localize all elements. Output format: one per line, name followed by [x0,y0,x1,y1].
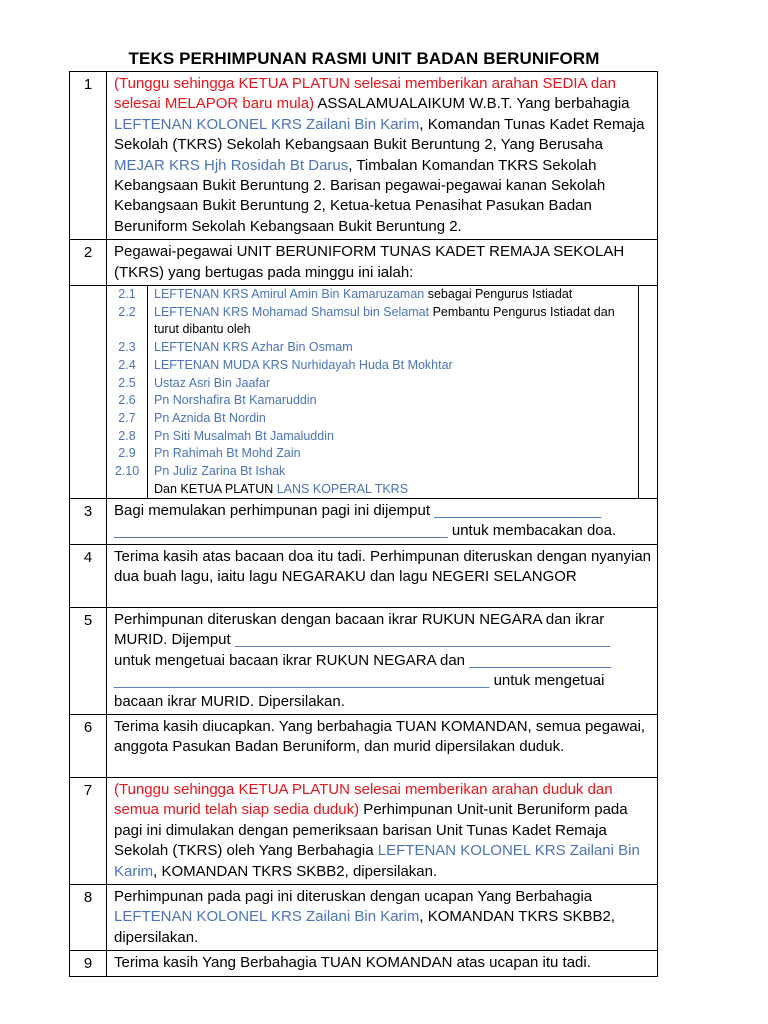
officer-entry [154,481,638,499]
officer-name: LEFTENAN KRS Azhar Bin Osmam [154,340,353,355]
officer-number: 2.3 [118,340,136,355]
row-number: 5 [70,607,107,714]
page-title: TEKS PERHIMPUNAN RASMI UNIT BADAN BERUNIFORM [128,49,600,68]
row-number: 4 [70,544,107,607]
instruction-note: (Tunggu sehingga KETUA PLATUN selesai memberikan arahan duduk dan semua murid telah siap sedia duduk) [114,780,613,819]
table-row [70,884,658,950]
row-number: 1 [70,72,107,240]
row-text [107,72,658,240]
officer-name: LANS KOPERAL TKRS [276,481,409,496]
table-row [70,499,658,545]
table-row [70,240,658,286]
officer-numbers [107,286,148,498]
officer-entry [154,304,638,339]
officer-name: MEJAR KRS Hjh Rosidah Bt Darus [114,156,349,174]
row-number: 8 [70,884,107,950]
officer-name: Ustaz Asri Bin Jaafar [154,375,271,390]
text-segment: untuk mengetuai bacaan ikrar MURID. Dipersilakan. [114,672,605,710]
officer-name: LEFTENAN KOLONEL KRS Zailani Bin Karim [114,908,420,926]
table-row [70,777,658,884]
table-row [70,544,658,607]
fill-in-blank: __________________________________________________ [114,673,490,689]
table-row [70,72,658,240]
text-segment: ASSALAMUALAIKUM W.B.T. Yang berbahagia [314,95,630,113]
text-segment: , Komandan Tunas Kadet Remaja Sekolah (TKRS) Sekolah Kebangsaan Bukit Beruntung 2, Yang Berusaha [114,115,645,154]
table-row [70,607,658,714]
empty-cell [70,286,107,499]
officer-number: 2.2 [118,304,136,319]
officer-entry [154,286,638,304]
row-number: 3 [70,499,107,545]
officer-number: 2.7 [118,410,136,425]
officer-name: LEFTENAN KRS Amirul Amin Bin Kamaruzaman [154,287,425,302]
row-text: Pegawai-pegawai UNIT BERUNIFORM TUNAS KADET REMAJA SEKOLAH (TKRS) yang bertugas pada minggu ini ialah: [107,240,658,286]
row-text: Terima kasih atas bacaan doa itu tadi. Perhimpunan diteruskan dengan nyanyian dua buah lagu, iaitu lagu NEGARAKU dan lagu NEGERI SELANGOR [107,544,658,607]
text-segment: Perhimpunan diteruskan dengan bacaan ikrar RUKUN NEGARA dan ikrar MURID. Dijemput [114,610,605,649]
row-text: Terima kasih diucapkan. Yang berbahagia TUAN KOMANDAN, semua pegawai, anggota Pasukan Badan Beruniform, dan murid dipersilakan duduk. [107,714,658,777]
text-segment: Perhimpunan pada pagi ini diteruskan dengan ucapan Yang Berbahagia [114,887,593,905]
row-number: 9 [70,951,107,976]
officer-number: 2.1 [118,287,136,302]
row-text [107,607,658,714]
row-text [107,777,658,884]
fill-in-blank: ________________________________________ [114,522,448,540]
officer-role: Dan KETUA PLATUN [154,481,277,496]
officer-name: LEFTENAN KOLONEL KRS Zailani Bin Karim [114,842,640,880]
officer-role: Pembantu Pengurus Istiadat dan turut dibantu oleh [154,304,615,337]
row-text [107,499,658,545]
fill-in-blank: _________________ [469,651,612,669]
officer-number: 2.4 [118,357,136,372]
officer-name: Pn Juliz Zarina Bt Ishak [154,463,286,478]
officer-role: sebagai Pengurus Istiadat [424,287,573,302]
row-text [107,884,658,950]
officer-number: 2.10 [114,463,140,478]
officer-name: Pn Aznida Bt Nordin [154,410,266,425]
instruction-note: (Tunggu sehingga KETUA PLATUN selesai memberikan arahan SEDIA dan selesai MELAPOR baru mula) [114,75,616,113]
fill-in-blank: ____________________ [434,502,602,520]
officer-name: Pn Norshafira Bt Kamaruddin [154,393,317,408]
text-segment: , KOMANDAN TKRS SKBB2, dipersilakan. [114,908,615,946]
row-number: 7 [70,777,107,884]
officer-name: Pn Siti Musalmah Bt Jamaluddin [154,428,334,443]
officer-number: 2.9 [118,446,136,461]
officer-name: LEFTENAN MUDA KRS Nurhidayah Huda Bt Mokhtar [154,357,453,372]
officer-name: Pn Rahimah Bt Mohd Zain [154,446,301,461]
officer-number: 2.8 [118,428,136,443]
row-text: Terima kasih Yang Berbahagia TUAN KOMANDAN atas ucapan itu tadi. [107,951,658,976]
table-row [70,714,658,777]
text-segment: untuk membacakan doa. [447,522,617,540]
text-segment: , KOMANDAN TKRS SKBB2, dipersilakan. [153,862,438,880]
text-segment: untuk mengetuai bacaan ikrar RUKUN NEGARA dan [114,651,470,669]
officer-name: LEFTENAN KOLONEL KRS Zailani Bin Karim [114,115,420,133]
table-row [70,951,658,976]
text-segment: Bagi memulakan perhimpunan pagi ini dijemput [114,502,435,520]
text-segment: , Timbalan Komandan TKRS Sekolah Kebangsaan Bukit Beruntung 2. Barisan pegawai-pegawai kanan Sekolah Kebangsaan Bukit Beruntung 2, Ketua-ketua Penasihat Pasukan Badan Beruniform Sekolah Kebangsaan Bukit Beruntung 2. [114,156,606,235]
officer-name: LEFTENAN KRS Mohamad Shamsul bin Selamat [154,304,430,319]
officer-list [107,286,658,499]
officer-number: 2.5 [118,375,136,390]
text-segment: Perhimpunan Unit-unit Beruniform pada pagi ini dimulakan dengan pemeriksaan barisan Unit Tunas Kadet Remaja Sekolah (TKRS) oleh Yang Berbahagia [114,801,628,860]
officer-number: 2.6 [118,393,136,408]
empty-cell [639,286,657,498]
fill-in-blank: __________________________________________________ [234,632,611,648]
row-number: 2 [70,240,107,286]
officer-names [148,286,639,498]
row-number: 6 [70,714,107,777]
assembly-script-table [69,71,658,977]
table-row [70,286,658,499]
